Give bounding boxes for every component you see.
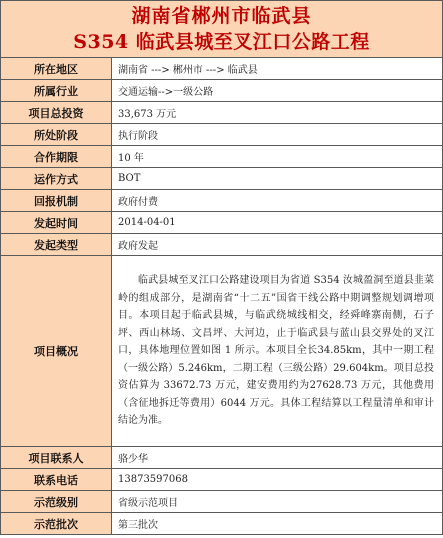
overview-text: 临武县城至叉江口公路建设项目为省道 S354 汝城盈洞至道县韭菜岭的组成部分，是湖南省“十二五”国省干线公路中期调整规划调增项目。本项目起于临武县城，与临武绕城线相交，经舜峰寨南侧，石子坪、西山林场、文昌坪、大河边，止于临武县与蓝山县交界处的叉江口，具体地理位置如图 1 所示。本项目全长34.85km，其中一期工程（一级公路）5.246km，二期工程（三级公路）29.604km。项目总投资估算为 33672.73 万元，建安费用约为27628.73 万元，其他费用（含征地拆迁等费用）6044 万元。具体工程结算以工程量清单和审计结论为准。 (112, 256, 443, 447)
table-row-launch-type (1, 234, 443, 256)
row-value: 政府发起 (112, 234, 443, 256)
row-label: 所在地区 (1, 58, 112, 80)
row-value: 交通运输-->一级公路 (112, 80, 443, 102)
table-row-contact (1, 447, 443, 469)
row-label: 项目总投资 (1, 102, 112, 124)
row-value: 湖南省 ---> 郴州市 ---> 临武县 (112, 58, 443, 80)
row-label: 项目联系人 (1, 447, 112, 469)
table-row-demo-level (1, 491, 443, 513)
title-line-1: 湖南省郴州市临武县 (131, 5, 312, 27)
row-value: 执行阶段 (112, 124, 443, 146)
row-value: 第三批次 (112, 513, 443, 535)
row-value: 10 年 (112, 146, 443, 168)
row-value: 2014-04-01 (112, 212, 443, 234)
table-row-demo-batch (1, 513, 443, 535)
row-label: 发起类型 (1, 234, 112, 256)
title-line-2: S354 临武县城至叉江口公路工程 (73, 31, 370, 53)
table-row-investment (1, 102, 443, 124)
row-value: 省级示范项目 (112, 491, 443, 513)
row-value: 13873597068 (112, 469, 443, 491)
document-title (0, 0, 443, 57)
project-info-table (0, 57, 443, 535)
row-label: 项目概况 (1, 256, 112, 447)
row-value: 政府付费 (112, 190, 443, 212)
table-row-launch-date (1, 212, 443, 234)
row-label: 联系电话 (1, 469, 112, 491)
table-row-term (1, 146, 443, 168)
row-label: 回报机制 (1, 190, 112, 212)
table-row-region (1, 58, 443, 80)
table-row-operation-mode (1, 168, 443, 190)
table-row-stage (1, 124, 443, 146)
table-row-industry (1, 80, 443, 102)
row-value: BOT (112, 168, 443, 190)
row-label: 运作方式 (1, 168, 112, 190)
row-label: 所处阶段 (1, 124, 112, 146)
table-row-return-mechanism (1, 190, 443, 212)
row-label: 示范级别 (1, 491, 112, 513)
row-value: 33,673 万元 (112, 102, 443, 124)
row-label: 合作期限 (1, 146, 112, 168)
row-label: 发起时间 (1, 212, 112, 234)
table-row-phone (1, 469, 443, 491)
row-label: 示范批次 (1, 513, 112, 535)
table-row-overview (1, 256, 443, 447)
row-label: 所属行业 (1, 80, 112, 102)
row-value: 骆少华 (112, 447, 443, 469)
